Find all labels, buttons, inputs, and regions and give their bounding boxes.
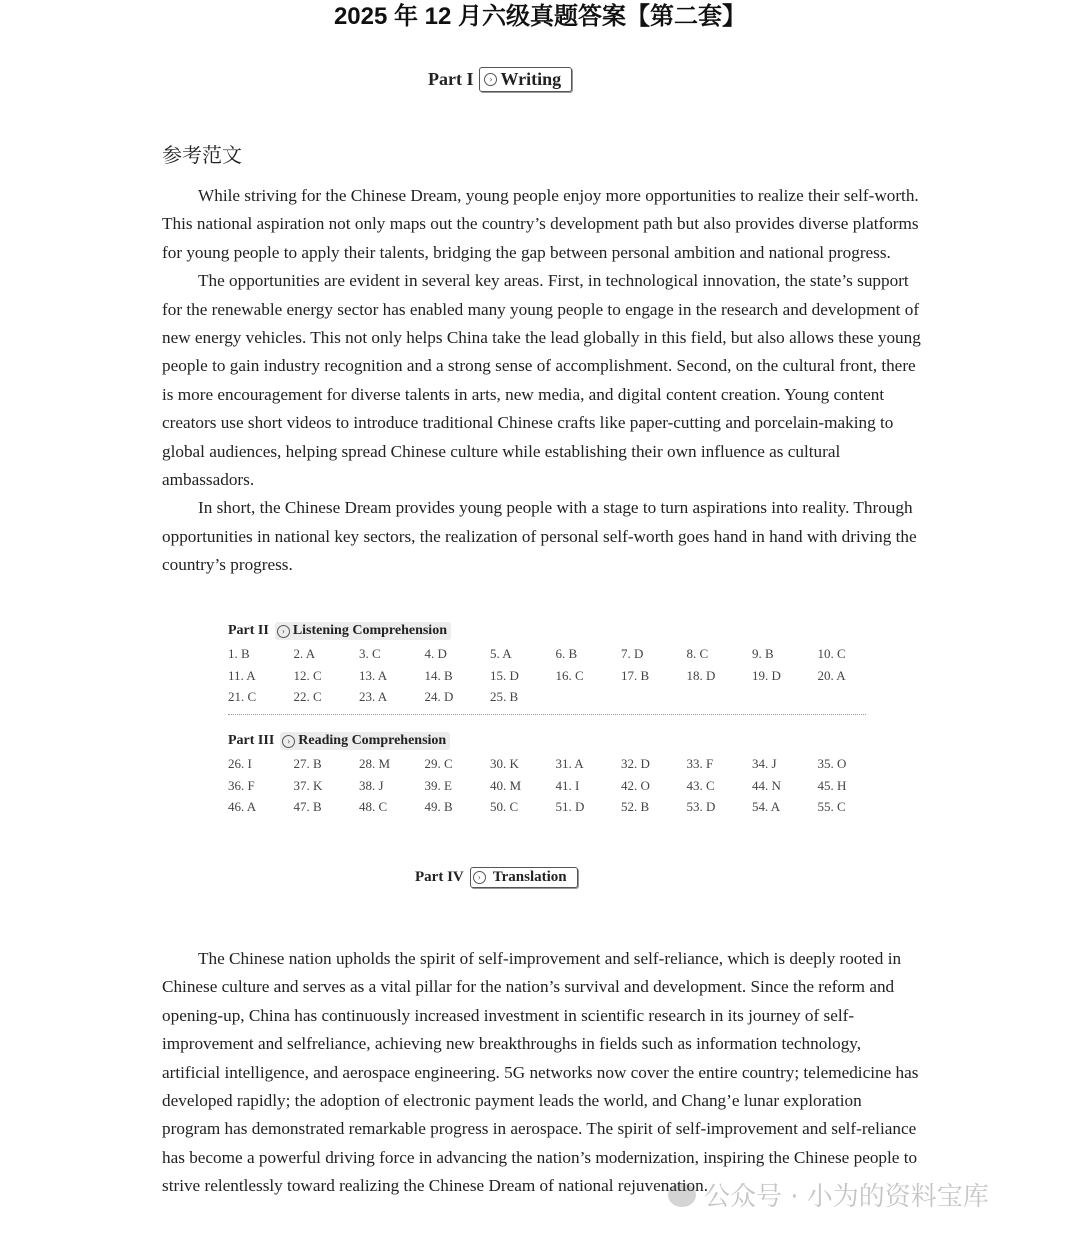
answer-cell: 19. D [752, 667, 781, 683]
essay-paragraph: In short, the Chinese Dream provides young people with a stage to turn aspirations into reality. Through opportunities in national key sectors, the realization of personal self-worth goes hand in hand with driving the country’s progress. [162, 498, 917, 575]
translation-paragraph: The Chinese nation upholds the spirit of self-improvement and self-reliance, which is deeply rooted in Chinese culture and serves as a vital pillar for the nation’s survival and development. Since the reform and opening-up, China has continuously increased investment in scientific research in its journey of self-improvement and selfreliance, achieving new breakthroughs in fields such as information technology, artificial intelligence, and aerospace engineering. 5G networks now cover the entire country; telemedicine has developed rapidly; the adoption of electronic payment leads the world, and Chang’e lunar exploration program has demonstrated remarkable progress in aerospace. The spirit of self-improvement and self-reliance has become a powerful driving force in advancing the nation’s modernization, inspiring the Chinese people to strive relentlessly toward realizing the Chinese Dream of national rejuvenation. [162, 949, 919, 1196]
section-heading: 参考范文 [162, 143, 242, 167]
chevron-circle-icon: › [277, 625, 290, 638]
answer-cell: 47. B [293, 799, 322, 815]
answer-cell: 24. D [424, 689, 454, 705]
answer-row [228, 646, 883, 668]
part2-header [228, 622, 451, 640]
answer-cell: 22. C [293, 689, 322, 705]
part-name-box [275, 622, 451, 640]
answer-cell: 15. D [490, 667, 519, 683]
answer-row [228, 756, 883, 778]
answer-cell: 32. D [621, 756, 650, 771]
part-name-box [470, 867, 578, 888]
answer-cell: 10. C [817, 646, 846, 661]
part-name: Translation [492, 869, 567, 885]
part-label: Part I [428, 69, 474, 89]
answer-row [228, 689, 883, 711]
part-label: Part II [228, 623, 269, 638]
answer-cell: 3. C [359, 646, 381, 661]
answer-row [228, 668, 883, 690]
answer-cell: 43. C [686, 777, 715, 793]
answer-cell: 28. M [359, 756, 391, 771]
answer-cell: 13. A [359, 667, 388, 683]
answer-cell: 50. C [490, 799, 519, 815]
answer-cell: 29. C [424, 756, 453, 771]
answer-row [228, 778, 883, 800]
answer-cell: 5. A [490, 646, 512, 661]
answer-cell: 51. D [555, 799, 585, 815]
answer-cell: 35. O [817, 756, 847, 771]
essay-paragraph: While striving for the Chinese Dream, young people enjoy more opportunities to realize their self-worth. This national aspiration not only maps out the country’s development path but also provides diverse platforms for young people to apply their talents, bridging the gap between personal ambition and national progress. [162, 186, 919, 262]
answer-cell: 40. M [490, 777, 522, 793]
answer-cell: 17. B [621, 667, 650, 683]
translation [162, 945, 922, 1201]
part3-header [228, 732, 450, 750]
answer-cell: 44. N [752, 777, 781, 793]
answer-cell: 12. C [293, 667, 322, 683]
answer-cell: 23. A [359, 689, 388, 705]
answer-cell: 7. D [621, 646, 644, 661]
answer-cell: 27. B [293, 756, 322, 771]
answer-cell: 52. B [621, 799, 650, 815]
answer-cell: 54. A [752, 799, 781, 815]
answer-cell: 41. I [555, 777, 580, 793]
part-name: Writing [500, 69, 562, 89]
answer-row [228, 799, 883, 821]
essay [162, 182, 922, 580]
part-name: Reading Comprehension [298, 733, 447, 748]
listening-answers [228, 646, 883, 711]
part-name: Listening Comprehension [292, 623, 447, 638]
answer-cell: 42. O [621, 777, 650, 793]
answer-cell: 16. C [555, 667, 584, 683]
answer-cell: 34. J [752, 756, 777, 771]
answer-cell: 49. B [424, 799, 453, 815]
answer-cell: 39. E [424, 777, 452, 793]
answer-cell: 11. A [228, 667, 256, 683]
answer-cell: 36. F [228, 777, 255, 793]
answer-cell: 9. B [752, 646, 774, 661]
part-label: Part IV [415, 869, 464, 885]
answer-cell: 30. K [490, 756, 519, 771]
answer-cell: 37. K [293, 777, 323, 793]
answer-cell: 48. C [359, 799, 388, 815]
answer-cell: 26. I [228, 756, 252, 771]
answer-cell: 55. C [817, 799, 846, 815]
chevron-circle-icon: › [282, 735, 295, 748]
answer-cell: 1. B [228, 646, 250, 661]
answer-cell: 18. D [686, 667, 716, 683]
answer-cell: 46. A [228, 799, 257, 815]
part-name-box [280, 732, 450, 750]
part-name-box [479, 67, 572, 92]
answer-cell: 14. B [424, 667, 453, 683]
answer-cell: 21. C [228, 689, 257, 705]
answer-cell: 2. A [293, 646, 316, 661]
watermark-text: 公众号 · 小为的资料宝库 [704, 1182, 989, 1212]
part4-header [415, 867, 578, 888]
divider [228, 714, 866, 715]
answer-cell: 8. C [686, 646, 709, 661]
answer-cell: 33. F [686, 756, 714, 771]
answer-cell: 31. A [555, 756, 584, 771]
page-title: 2025 年 12 月六级真题答案【第二套】 [333, 3, 747, 30]
part1-header [428, 67, 572, 92]
answer-cell: 4. D [424, 646, 447, 661]
answer-cell: 38. J [359, 777, 384, 793]
answer-cell: 53. D [686, 799, 716, 815]
answer-cell: 6. B [555, 646, 578, 661]
answer-cell: 45. H [817, 777, 847, 793]
answer-cell: 25. B [490, 689, 519, 705]
answer-cell: 20. A [817, 667, 846, 683]
chevron-circle-icon: › [484, 73, 497, 86]
reading-answers [228, 756, 883, 821]
chevron-circle-icon: › [473, 871, 486, 884]
part-label: Part III [228, 733, 275, 748]
essay-paragraph: The opportunities are evident in several key areas. First, in technological innovation, the state’s support for the renewable energy sector has enabled many young people to engage in the research and development of new energy vehicles. This not only helps China take the lead globally in this field, but also allows these young people to gain industry recognition and a strong sense of accomplishment. Second, on the cultural front, there is more encouragement for diverse talents in arts, new media, and digital content creation. Young content creators use short videos to introduce traditional Chinese crafts like paper-cutting and porcelain-making to global audiences, helping spread Chinese culture while establishing their own influence as cultural ambassadors. [162, 271, 921, 490]
